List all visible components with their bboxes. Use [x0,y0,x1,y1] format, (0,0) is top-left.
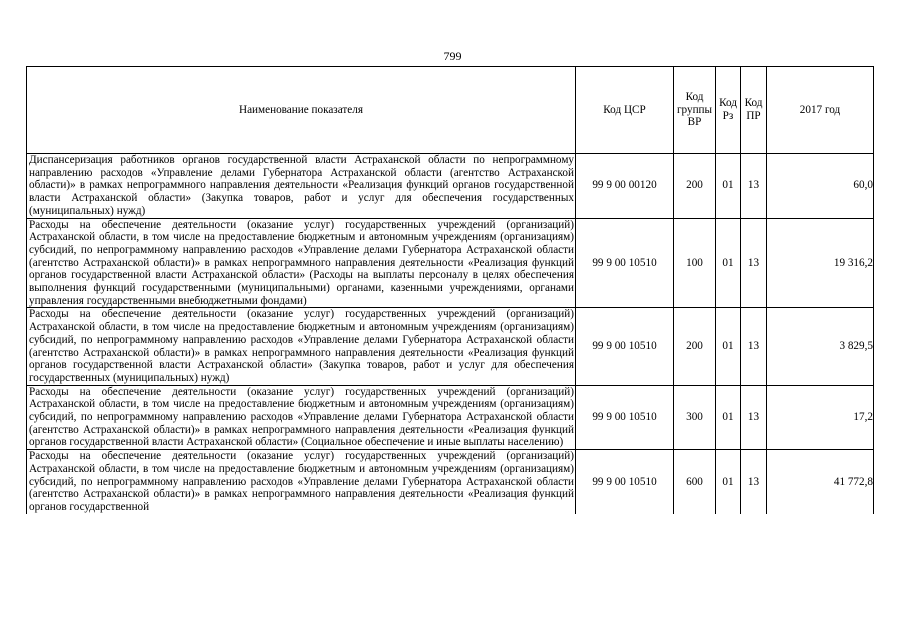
row-pr: 13 [741,450,767,514]
row-rz: 01 [716,154,741,219]
row-pr: 13 [741,154,767,219]
row-amount: 3 829,5 [767,308,874,385]
table-header-row [27,67,874,154]
row-csr: 99 9 00 00120 [576,154,674,219]
row-csr: 99 9 00 10510 [576,385,674,450]
row-csr: 99 9 00 10510 [576,450,674,514]
row-pr: 13 [741,308,767,385]
row-vr: 100 [674,218,716,308]
row-pr: 13 [741,385,767,450]
row-name: Расходы на обеспечение деятельности (оказание услуг) государственных учреждений (организаций) Астраханской области, в том числе на предоставление бюджетным и автономным учреждениям (организациям) субсидий, по непрограммному направлению расходов «Управление делами Губернатора Астраханской области (агентство Астраханской области)» в рамках непрограммного направления деятельности «Реализация функций органов государственной власти Астраханской области» (Закупка товаров, работ и услуг для обеспечения государственных (муниципальных) нужд) [27,308,576,385]
row-name: Расходы на обеспечение деятельности (оказание услуг) государственных учреждений (организаций) Астраханской области, в том числе на предоставление бюджетным и автономным учреждениям (организациям) субсидий, по непрограммному направлению расходов «Управление делами Губернатора Астраханской области (агентство Астраханской области)» в рамках непрограммного направления деятельности «Реализация функций органов государственной власти Астраханской области» (Социальное обеспечение и иные выплаты населению) [27,385,576,450]
header-csr: Код ЦСР [576,67,674,154]
table-row [27,308,874,385]
row-name: Расходы на обеспечение деятельности (оказание услуг) государственных учреждений (организаций) Астраханской области, в том числе на предоставление бюджетным и автономным учреждениям (организациям) субсидий, по непрограммному направлению расходов «Управление делами Губернатора Астраханской области (агентство Астраханской области)» в рамках непрограммного направления деятельности «Реализация функций органов государственной [27,450,576,514]
row-rz: 01 [716,308,741,385]
row-amount: 19 316,2 [767,218,874,308]
row-amount: 41 772,8 [767,450,874,514]
row-vr: 300 [674,385,716,450]
row-rz: 01 [716,218,741,308]
row-pr: 13 [741,218,767,308]
row-csr: 99 9 00 10510 [576,218,674,308]
row-vr: 600 [674,450,716,514]
table-row [27,385,874,450]
page-number: 799 [443,49,462,63]
header-vr: Код группы ВР [674,67,716,154]
row-amount: 17,2 [767,385,874,450]
header-pr: Код ПР [741,67,767,154]
budget-table [26,66,874,514]
header-rz: Код Рз [716,67,741,154]
table-row [27,450,874,514]
row-vr: 200 [674,154,716,219]
row-name: Расходы на обеспечение деятельности (оказание услуг) государственных учреждений (организаций) Астраханской области, в том числе на предоставление бюджетным и автономным учреждениям (организациям) субсидий, по непрограммному направлению расходов «Управление делами Губернатора Астраханской области (агентство Астраханской области)» в рамках непрограммного направления деятельности «Реализация функций органов государственной власти Астраханской области» (Расходы на выплаты персоналу в целях обеспечения выполнения функций государственными (муниципальными) органами, казенными учреждениями, органами управления государственными внебюджетными фондами) [27,218,576,308]
row-vr: 200 [674,308,716,385]
header-year: 2017 год [767,67,874,154]
header-name: Наименование показателя [27,67,576,154]
row-amount: 60,0 [767,154,874,219]
row-csr: 99 9 00 10510 [576,308,674,385]
table-row [27,218,874,308]
row-name: Диспансеризация работников органов государственной власти Астраханской области по непрограммному направлению расходов «Управление делами Губернатора Астраханской области (агентство Астраханской области)» в рамках непрограммного направления деятельности «Реализация функций органов государственной власти Астраханской области» (Закупка товаров, работ и услуг для обеспечения государственных (муниципальных) нужд) [27,154,576,219]
row-rz: 01 [716,385,741,450]
table-row [27,154,874,219]
row-rz: 01 [716,450,741,514]
